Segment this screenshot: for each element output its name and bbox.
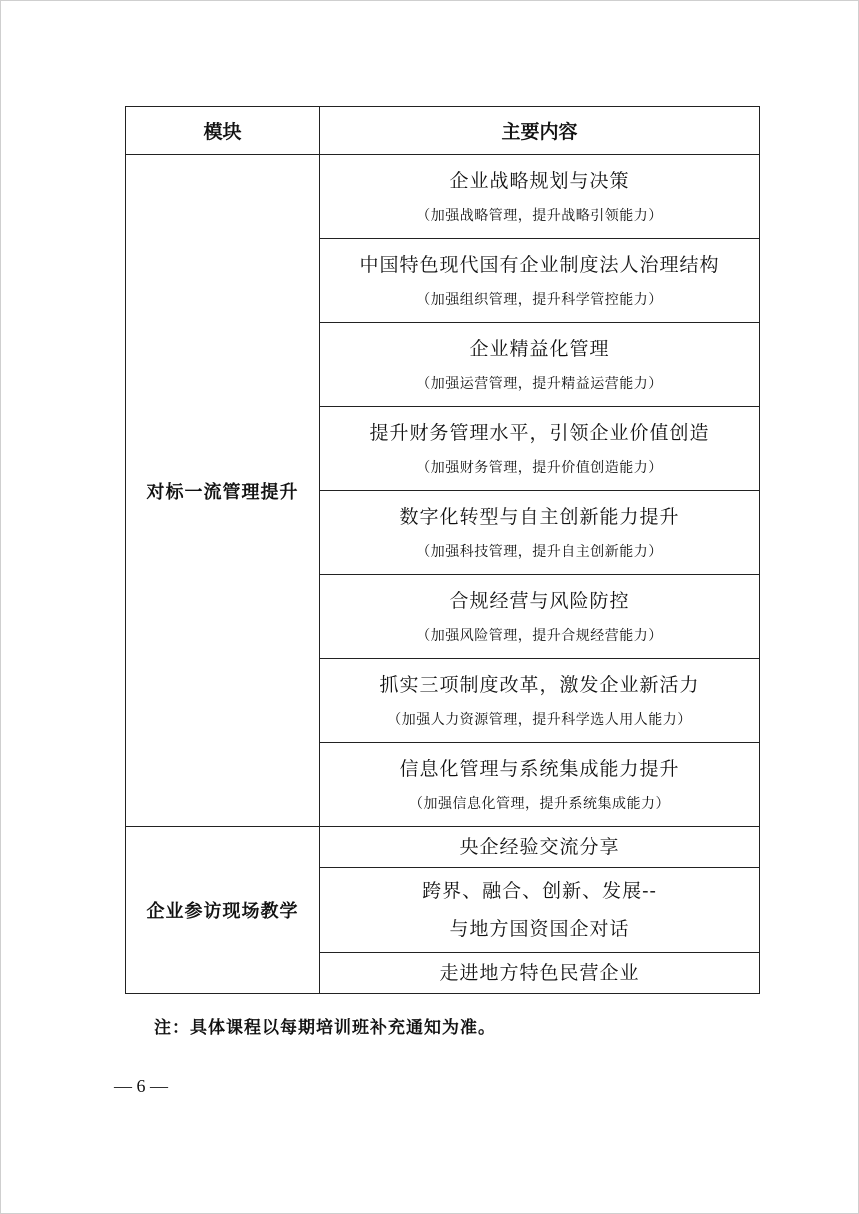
- course-subtitle: （加强运营管理，提升精益运营能力）: [416, 375, 663, 392]
- course-title: 跨界、融合、创新、发展--: [422, 880, 657, 902]
- course-subtitle: （加强人力资源管理，提升科学选人用人能力）: [387, 711, 692, 728]
- header-module: 模块: [126, 107, 320, 155]
- page-number: — 6 —: [114, 1076, 168, 1096]
- course-subtitle: （加强组织管理，提升科学管控能力）: [416, 291, 663, 308]
- course-item: [320, 323, 760, 407]
- course-subtitle: （加强科技管理，提升自主创新能力）: [416, 543, 663, 560]
- course-title: 走进地方特色民营企业: [439, 962, 640, 984]
- table-row: [126, 155, 760, 239]
- course-item: [320, 743, 760, 827]
- course-item: [320, 827, 760, 868]
- course-title-line2: 与地方国资国企对话: [449, 918, 630, 940]
- course-title: 央企经验交流分享: [459, 836, 620, 858]
- course-item: [320, 868, 760, 953]
- course-subtitle: （加强信息化管理，提升系统集成能力）: [409, 795, 670, 812]
- module-cell-benchmark: 对标一流管理提升: [126, 155, 320, 827]
- course-item: [320, 575, 760, 659]
- course-title: 信息化管理与系统集成能力提升: [399, 757, 680, 780]
- table-header-row: [126, 107, 760, 155]
- course-item: [320, 155, 760, 239]
- course-title: 合规经营与风险防控: [449, 589, 630, 612]
- course-item: [320, 407, 760, 491]
- header-content: 主要内容: [320, 107, 760, 155]
- course-item: [320, 491, 760, 575]
- table-row: [126, 827, 760, 868]
- module-cell-visit: 企业参访现场教学: [126, 827, 320, 994]
- course-title: 抓实三项制度改革，激发企业新活力: [379, 673, 700, 696]
- course-subtitle: （加强财务管理，提升价值创造能力）: [416, 459, 663, 476]
- course-item: [320, 953, 760, 994]
- course-title: 企业战略规划与决策: [449, 169, 630, 192]
- course-table: [125, 106, 760, 994]
- course-item: [320, 239, 760, 323]
- course-item: [320, 659, 760, 743]
- course-title: 提升财务管理水平，引领企业价值创造: [369, 421, 710, 444]
- footnote: 注：具体课程以每期培训班补充通知为准。: [154, 1018, 496, 1038]
- course-subtitle: （加强风险管理，提升合规经营能力）: [416, 627, 663, 644]
- course-subtitle: （加强战略管理，提升战略引领能力）: [416, 207, 663, 224]
- course-title: 中国特色现代国有企业制度法人治理结构: [359, 253, 720, 276]
- course-title: 数字化转型与自主创新能力提升: [399, 505, 680, 528]
- course-title: 企业精益化管理: [469, 337, 610, 360]
